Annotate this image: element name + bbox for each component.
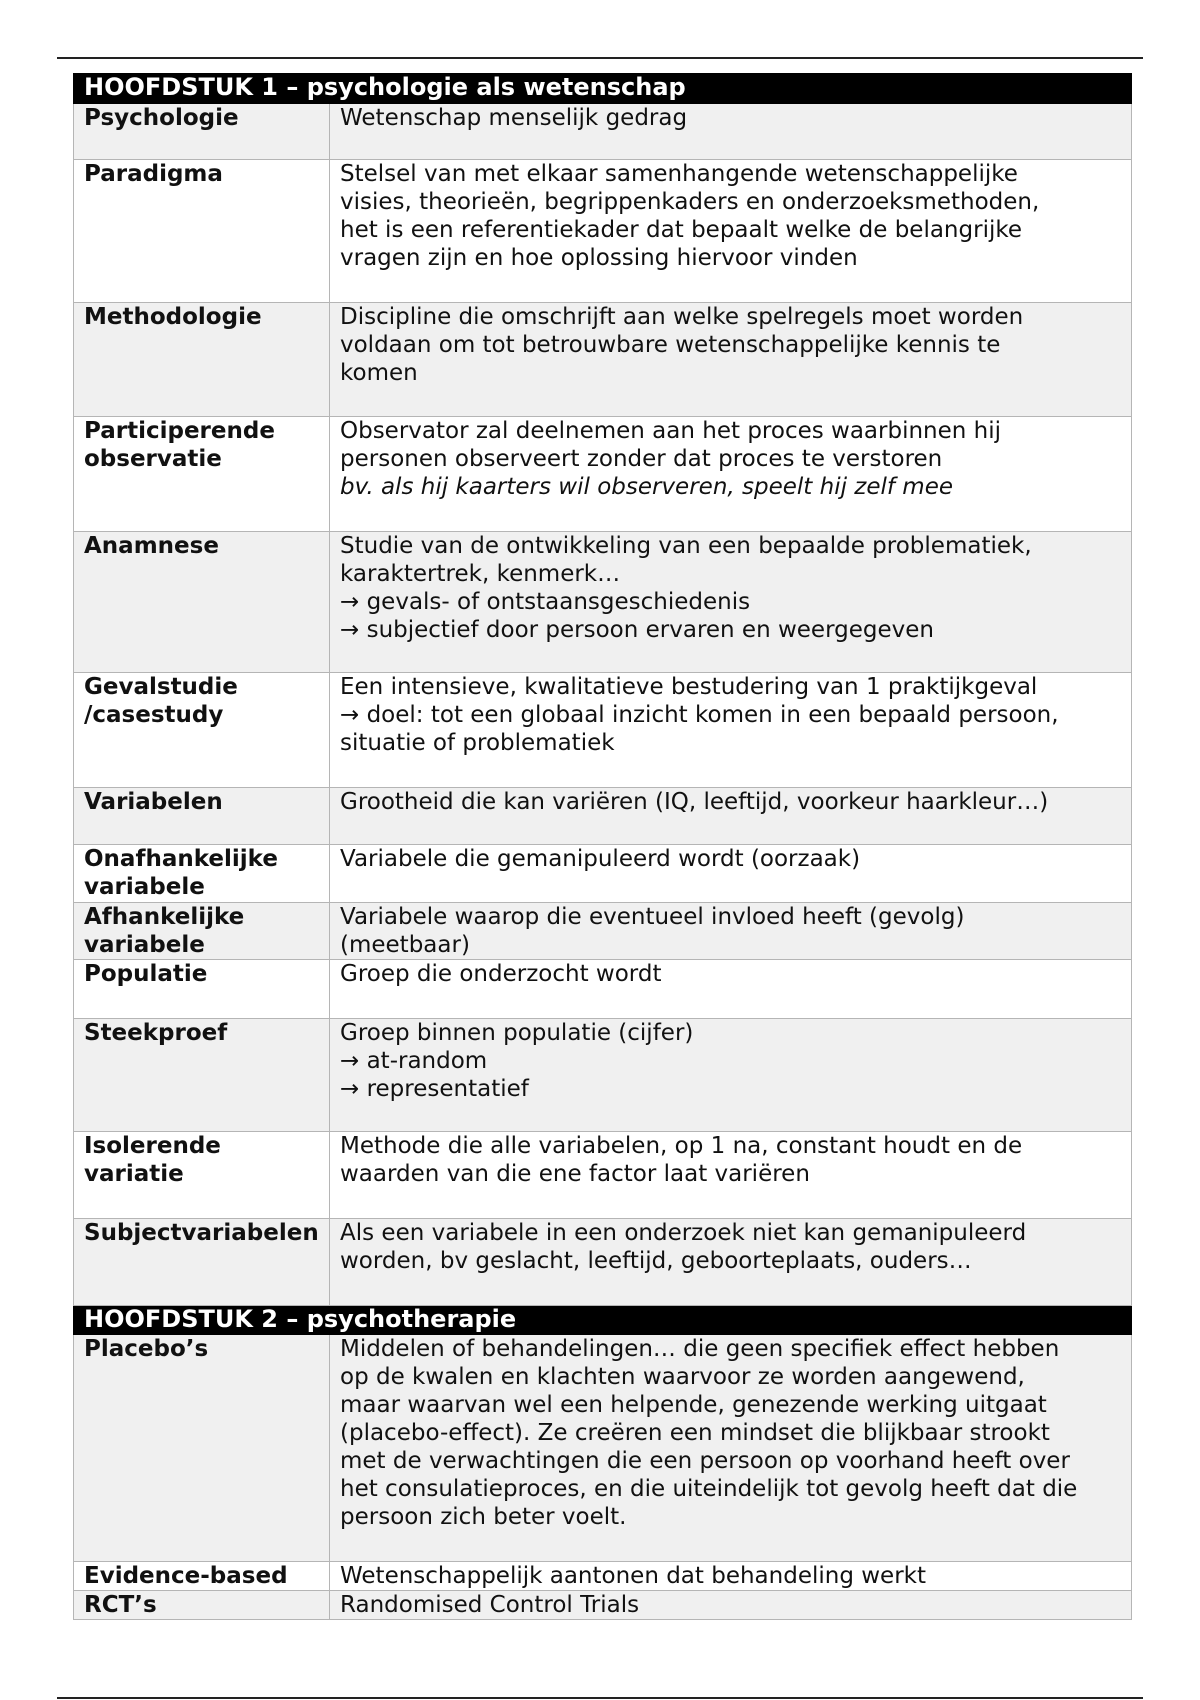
definition-cell: Variabele waarop die eventueel invloed heeft (gevolg) (meetbaar) bbox=[330, 903, 1132, 960]
term-cell: Steekproef bbox=[74, 1019, 330, 1132]
definition-cell: Discipline die omschrijft aan welke spelregels moet worden voldaan om tot betrouwbare wetenschappelijke kennis te komen bbox=[330, 303, 1132, 417]
term-cell: Paradigma bbox=[74, 160, 330, 303]
table-row bbox=[74, 1132, 1132, 1219]
term-cell: Psychologie bbox=[74, 104, 330, 160]
table-row bbox=[74, 1335, 1132, 1562]
term-cell: Anamnese bbox=[74, 532, 330, 673]
definition-cell: Groep binnen populatie (cijfer) → at-random → representatief bbox=[330, 1019, 1132, 1132]
glossary-table bbox=[73, 73, 1132, 1620]
top-rule bbox=[57, 57, 1143, 59]
chapter-title: HOOFDSTUK 2 – psychotherapie bbox=[74, 1306, 1132, 1335]
term-cell: RCT’s bbox=[74, 1591, 330, 1620]
definition-cell: Wetenschap menselijk gedrag bbox=[330, 104, 1132, 160]
definition-cell: Randomised Control Trials bbox=[330, 1591, 1132, 1620]
table-row bbox=[74, 788, 1132, 845]
definition-cell: Wetenschappelijk aantonen dat behandeling werkt bbox=[330, 1562, 1132, 1591]
term-cell: Gevalstudie /casestudy bbox=[74, 673, 330, 788]
definition-cell: Stelsel van met elkaar samenhangende wetenschappelijke visies, theorieën, begrippenkaders en onderzoeksmethoden, het is een referentiekader dat bepaalt welke de belangrijke vragen zijn en hoe oplossing hiervoor vinden bbox=[330, 160, 1132, 303]
definition-cell: Een intensieve, kwalitatieve bestudering van 1 praktijkgeval → doel: tot een globaal inzicht komen in een bepaald persoon, situatie of problematiek bbox=[330, 673, 1132, 788]
chapter-1-header bbox=[74, 74, 1132, 104]
table-row bbox=[74, 104, 1132, 160]
glossary-document bbox=[73, 73, 1131, 1620]
table-row bbox=[74, 1591, 1132, 1620]
table-row bbox=[74, 960, 1132, 1019]
table-row bbox=[74, 673, 1132, 788]
definition-cell: Als een variabele in een onderzoek niet kan gemanipuleerd worden, bv geslacht, leeftijd, geboorteplaats, ouders… bbox=[330, 1219, 1132, 1306]
table-row bbox=[74, 845, 1132, 903]
term-cell: Isolerende variatie bbox=[74, 1132, 330, 1219]
table-row bbox=[74, 1019, 1132, 1132]
table-row bbox=[74, 417, 1132, 532]
term-cell: Populatie bbox=[74, 960, 330, 1019]
term-cell: Afhankelijke variabele bbox=[74, 903, 330, 960]
definition-cell: Grootheid die kan variëren (IQ, leeftijd, voorkeur haarkleur…) bbox=[330, 788, 1132, 845]
definition-cell: Methode die alle variabelen, op 1 na, constant houdt en de waarden van die ene factor laat variëren bbox=[330, 1132, 1132, 1219]
term-cell: Subjectvariabelen bbox=[74, 1219, 330, 1306]
definition-cell: Studie van de ontwikkeling van een bepaalde problematiek, karaktertrek, kenmerk… → gevals- of ontstaansgeschiedenis → subjectief door persoon ervaren en weergegeven bbox=[330, 532, 1132, 673]
term-cell: Evidence-based bbox=[74, 1562, 330, 1591]
table-row bbox=[74, 532, 1132, 673]
term-cell: Onafhankelijke variabele bbox=[74, 845, 330, 903]
term-cell: Variabelen bbox=[74, 788, 330, 845]
table-row bbox=[74, 303, 1132, 417]
table-row bbox=[74, 1562, 1132, 1591]
table-row bbox=[74, 1219, 1132, 1306]
example-text: bv. als hij kaarters wil observeren, speelt hij zelf mee bbox=[340, 474, 954, 500]
term-cell: Participerende observatie bbox=[74, 417, 330, 532]
term-cell: Methodologie bbox=[74, 303, 330, 417]
table-row bbox=[74, 160, 1132, 303]
bottom-rule bbox=[57, 1697, 1143, 1699]
definition-cell: Observator zal deelnemen aan het proces waarbinnen hij personen observeert zonder dat proces te verstoren bv. als hij kaarters wil observeren, speelt hij zelf mee bbox=[330, 417, 1132, 532]
chapter-title: HOOFDSTUK 1 – psychologie als wetenschap bbox=[74, 74, 1132, 104]
definition-cell: Groep die onderzocht wordt bbox=[330, 960, 1132, 1019]
term-cell: Placebo’s bbox=[74, 1335, 330, 1562]
table-row bbox=[74, 903, 1132, 960]
chapter-2-header bbox=[74, 1306, 1132, 1335]
definition-cell: Middelen of behandelingen… die geen specifiek effect hebben op de kwalen en klachten waarvoor ze worden aangewend, maar waarvan wel een helpende, genezende werking uitgaat (placebo-effect). Ze creëren een mindset die blijkbaar strookt met de verwachtingen die een persoon op voorhand heeft over het consulatieproces, en die uiteindelijk tot gevolg heeft dat die persoon zich beter voelt. bbox=[330, 1335, 1132, 1562]
definition-cell: Variabele die gemanipuleerd wordt (oorzaak) bbox=[330, 845, 1132, 903]
